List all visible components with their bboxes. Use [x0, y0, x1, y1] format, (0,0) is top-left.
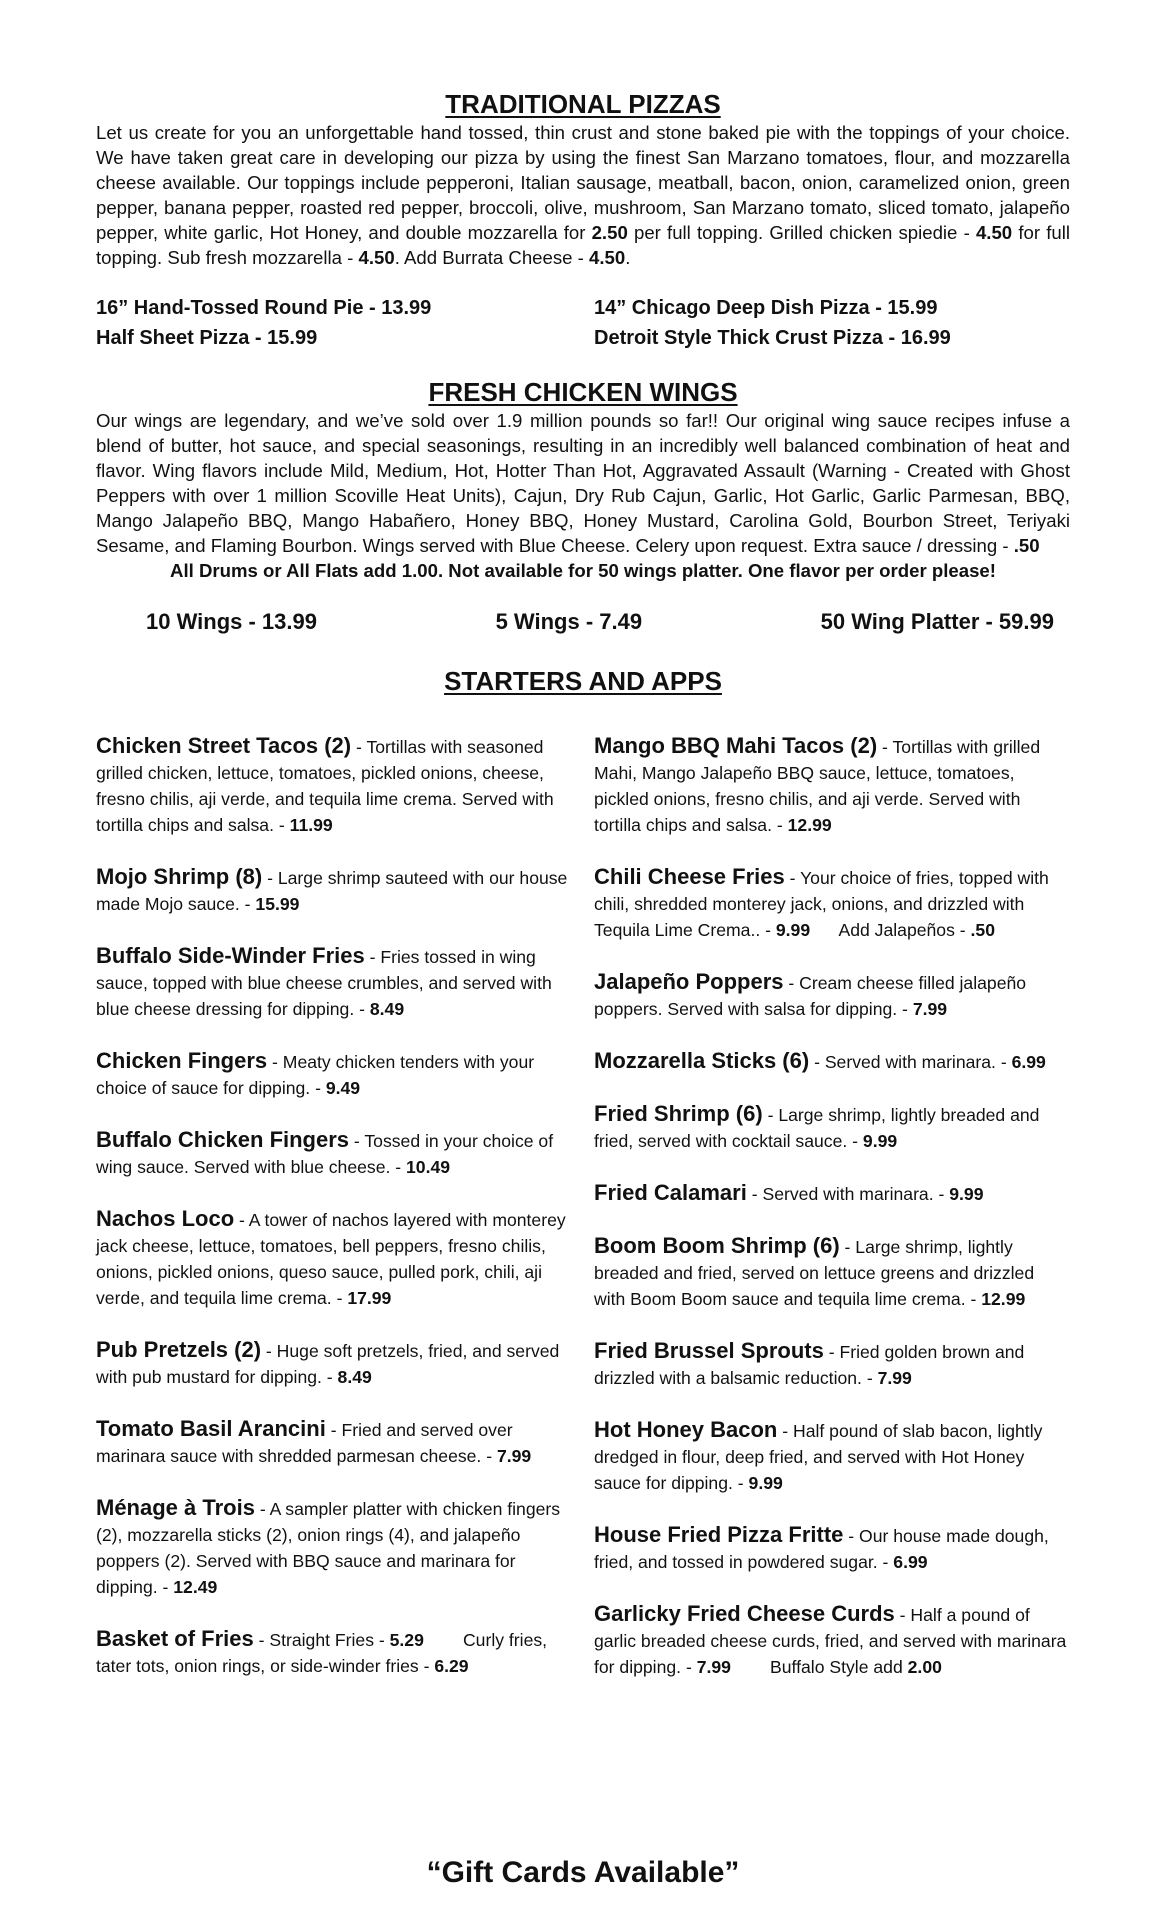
menu-item-price: 9.99 — [862, 1131, 898, 1151]
menu-item-name: Jalapeño Poppers — [594, 969, 784, 994]
wings-note: All Drums or All Flats add 1.00. Not available for 50 wings platter. One flavor per order please! — [170, 560, 996, 581]
menu-item — [96, 1626, 574, 1679]
menu-item-price: 9.99 — [775, 920, 811, 940]
menu-item-description: - Straight Fries - — [253, 1630, 390, 1650]
menu-item — [96, 864, 574, 917]
pizza-size-item: Half Sheet Pizza - 15.99 — [96, 327, 318, 349]
menu-item-price: 17.99 — [347, 1288, 392, 1308]
menu-item-description: - Tortillas with grilled Mahi, Mango Jalapeño BBQ sauce, lettuce, tomatoes, pickled onions, fresno chilis, and aji verde. Served with tortilla chips and salsa. - — [594, 737, 1041, 835]
menu-item-extra-price: .50 — [970, 920, 995, 940]
menu-item-name: Fried Shrimp (6) — [594, 1101, 763, 1126]
menu-item-description: - A sampler platter with chicken fingers (2), mozzarella sticks (2), onion rings (4), and jalapeño poppers (2). Served with BBQ sauce and marinara for dipping. - — [96, 1499, 561, 1597]
wing-prices — [96, 607, 1070, 637]
menu-item-price: 10.49 — [406, 1157, 451, 1177]
menu-item-name: Nachos Loco — [96, 1206, 235, 1231]
menu-item-name: Chicken Fingers — [96, 1048, 268, 1073]
menu-item — [594, 1180, 1070, 1207]
wing-price-item: 5 Wings - 7.49 — [495, 609, 643, 634]
starters-title: STARTERS AND APPS — [444, 666, 722, 696]
menu-item-price: 7.99 — [912, 999, 948, 1019]
menu-item — [594, 1601, 1070, 1680]
menu-item-name: Mojo Shrimp (8) — [96, 864, 263, 889]
menu-item-description: - Fried golden brown and drizzled with a balsamic reduction. - — [594, 1342, 1025, 1388]
menu-item-extra: Curly fries, tater tots, onion rings, or side-winder fries - — [96, 1630, 552, 1676]
menu-item-name: Mango BBQ Mahi Tacos (2) — [594, 733, 878, 758]
menu-page — [96, 88, 1070, 1706]
menu-item-price: 12.49 — [173, 1577, 218, 1597]
menu-item-price: 15.99 — [255, 894, 300, 914]
menu-item-price: 7.99 — [696, 1657, 731, 1677]
menu-item — [96, 943, 574, 1022]
menu-item-price: 6.99 — [1011, 1052, 1046, 1072]
gift-cards-banner: “Gift Cards Available” — [426, 1856, 740, 1889]
menu-item-price: 8.49 — [369, 999, 405, 1019]
menu-item-name: Chili Cheese Fries — [594, 864, 785, 889]
menu-item-description: - Served with marinara. - — [746, 1184, 950, 1204]
menu-item-price: 7.99 — [496, 1446, 532, 1466]
menu-item-name: Fried Calamari — [594, 1180, 747, 1205]
pizzas-intro: Let us create for you an unforgettable hand tossed, thin crust and stone baked pie with the toppings of your choice. We have taken great care in developing our pizza by using the finest San Marzano tomatoes, flour, and mozzarella cheese available. Our toppings include pepperoni, Italian sausage, meatball, bacon, onion, caramelized onion, green pepper, banana pepper, roasted red pepper, broccoli, olive, mushroom, San Marzano tomato, sliced tomato, jalapeño pepper, white garlic, Hot Honey, and double mozzarella for 2.50 per full topping. Grilled chicken spiedie - 4.50 for full topping. Sub fresh mozzarella - 4.50. Add Burrata Cheese - 4.50. — [96, 122, 1070, 268]
menu-item-description: - Your choice of fries, topped with chili, shredded monterey jack, onions, and drizzled with Tequila Lime Crema.. - — [594, 868, 1049, 940]
menu-item — [96, 1127, 574, 1180]
pizza-size-item: Detroit Style Thick Crust Pizza - 16.99 — [594, 327, 951, 349]
menu-item-extra: Buffalo Style add — [730, 1657, 908, 1677]
menu-item-name: Buffalo Chicken Fingers — [96, 1127, 350, 1152]
menu-item — [594, 1338, 1070, 1391]
menu-item-description: - Half pound of slab bacon, lightly dredged in flour, deep fried, and served with Hot Honey sauce for dipping. - — [594, 1421, 1043, 1493]
menu-item-name: Hot Honey Bacon — [594, 1417, 778, 1442]
menu-item-name: Basket of Fries — [96, 1626, 254, 1651]
wings-description: Our wings are legendary, and we’ve sold over 1.9 million pounds so far!! Our original wing sauce recipes infuse a blend of butter, hot sauce, and special seasonings, resulting in an incredibly well balanced combination of heat and flavor. Wing flavors include Mild, Medium, Hot, Hotter Than Hot, Aggravated Assault (Warning - Created with Ghost Peppers with over 1 million Scoville Heat Units), Cajun, Dry Rub Cajun, Garlic, Hot Garlic, Garlic Parmesan, BBQ, Mango Jalapeño BBQ, Mango Habañero, Honey BBQ, Honey Mustard, Carolina Gold, Bourbon Street, Teriyaki Sesame, and Flaming Bourbon. Wings served with Blue Cheese. Celery upon request. Extra sauce / dressing - .50 — [96, 410, 1070, 556]
menu-item-extra-price: 2.00 — [907, 1657, 942, 1677]
menu-item-description: - Fries tossed in wing sauce, topped with blue cheese crumbles, and served with blue cheese dressing for dipping. - — [96, 947, 552, 1019]
menu-item-price: 9.99 — [748, 1473, 783, 1493]
menu-item-description: - Fried and served over marinara sauce with shredded parmesan cheese. - — [96, 1420, 513, 1466]
menu-item — [594, 1101, 1070, 1154]
menu-item-name: Boom Boom Shrimp (6) — [594, 1233, 840, 1258]
menu-item-description: - Our house made dough, fried, and tossed in powdered sugar. - — [594, 1526, 1049, 1572]
wing-price-item: 50 Wing Platter - 59.99 — [820, 609, 1054, 634]
menu-item-description: - Half a pound of garlic breaded cheese curds, fried, and served with marinara for dipping. - — [594, 1605, 1067, 1677]
pizza-size-item: 14” Chicago Deep Dish Pizza - 15.99 — [594, 297, 938, 319]
menu-item-description: - A tower of nachos layered with monterey jack cheese, lettuce, tomatoes, bell peppers, fresno chilis, onions, pickled onions, queso sauce, pulled pork, chili, aji verde, and tequila lime crema. - — [96, 1210, 566, 1308]
wings-title: FRESH CHICKEN WINGS — [428, 377, 738, 407]
menu-item-price: 7.99 — [877, 1368, 912, 1388]
menu-item-price: 5.29 — [389, 1630, 424, 1650]
menu-item — [594, 969, 1070, 1022]
menu-item-price: 11.99 — [289, 815, 333, 835]
menu-item-description: - Large shrimp, lightly breaded and fried, served on lettuce greens and drizzled with Boom Boom sauce and tequila lime crema. - — [594, 1237, 1035, 1309]
wing-price-item: 10 Wings - 13.99 — [146, 609, 317, 634]
menu-item-description: - Huge soft pretzels, fried, and served with pub mustard for dipping. - — [96, 1341, 560, 1387]
menu-item — [96, 1495, 574, 1600]
pizza-sizes — [96, 294, 1070, 352]
menu-item-name: Tomato Basil Arancini — [96, 1416, 326, 1441]
menu-item — [594, 1417, 1070, 1496]
menu-item-price: 8.49 — [337, 1367, 372, 1387]
menu-item — [594, 733, 1070, 838]
menu-item-name: Mozzarella Sticks (6) — [594, 1048, 810, 1073]
menu-item — [96, 1048, 574, 1101]
menu-item-price: 12.99 — [787, 815, 832, 835]
menu-item-description: - Meaty chicken tenders with your choice of sauce for dipping. - — [96, 1052, 535, 1098]
menu-item-extra-price: 6.29 — [434, 1656, 469, 1676]
menu-item-description: - Large shrimp sauteed with our house made Mojo sauce. - — [96, 868, 568, 914]
menu-item — [96, 1416, 574, 1469]
starters-right-column — [594, 733, 1070, 1706]
menu-item-name: Pub Pretzels (2) — [96, 1337, 262, 1362]
menu-item-name: Chicken Street Tacos (2) — [96, 733, 352, 758]
starters-columns — [96, 733, 1070, 1706]
menu-item-name: Fried Brussel Sprouts — [594, 1338, 824, 1363]
menu-item-price: 9.49 — [325, 1078, 361, 1098]
menu-item — [594, 1048, 1070, 1075]
menu-item-description: - Tossed in your choice of wing sauce. Served with blue cheese. - — [96, 1131, 554, 1177]
menu-item-name: Ménage à Trois — [96, 1495, 255, 1520]
pizzas-title: TRADITIONAL PIZZAS — [445, 89, 721, 119]
menu-item — [594, 864, 1070, 943]
menu-item-description: - Large shrimp, lightly breaded and fried, served with cocktail sauce. - — [594, 1105, 1040, 1151]
starters-left-column — [96, 733, 574, 1706]
menu-item — [96, 733, 574, 838]
menu-item-price: 9.99 — [949, 1184, 984, 1204]
menu-item-name: Buffalo Side-Winder Fries — [96, 943, 365, 968]
menu-item-extra: Add Jalapeños - — [810, 920, 971, 940]
menu-item — [594, 1233, 1070, 1312]
menu-item — [96, 1206, 574, 1311]
menu-item-description: - Cream cheese filled jalapeño poppers. Served with salsa for dipping. - — [594, 973, 1027, 1019]
menu-item-name: House Fried Pizza Fritte — [594, 1522, 844, 1547]
menu-item-description: - Served with marinara. - — [809, 1052, 1012, 1072]
menu-item-price: 12.99 — [981, 1289, 1026, 1309]
menu-item — [594, 1522, 1070, 1575]
pizza-size-item: 16” Hand-Tossed Round Pie - 13.99 — [96, 297, 432, 319]
menu-item-price: 6.99 — [893, 1552, 928, 1572]
menu-item — [96, 1337, 574, 1390]
menu-item-name: Garlicky Fried Cheese Curds — [594, 1601, 895, 1626]
menu-item-description: - Tortillas with seasoned grilled chicken, lettuce, tomatoes, pickled onions, cheese, fresno chilis, aji verde, and tequila lime crema. Served with tortilla chips and salsa. - — [96, 737, 554, 835]
